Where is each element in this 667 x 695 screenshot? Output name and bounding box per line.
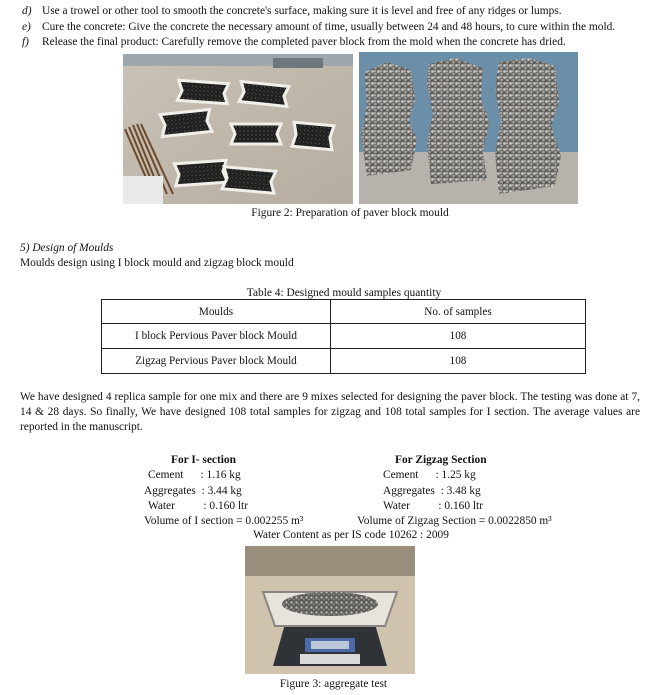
table-header-cell: No. of samples (331, 300, 586, 324)
table-row (102, 349, 586, 374)
zigzag-section-water: Water : 0.160 ltr (383, 500, 483, 512)
table-cell: I block Pervious Paver block Mould (102, 324, 331, 349)
step-d (0, 4, 667, 18)
zigzag-section-volume: Volume of Zigzag Section = 0.0022850 m³ (357, 515, 552, 527)
zigzag-section-title: For Zigzag Section (395, 454, 487, 466)
step-text: Use a trowel or other tool to smooth the concrete's surface, making sure it is level and free of any ridges or lumps. (42, 5, 562, 17)
table-cell: Zigzag Pervious Paver block Mould (102, 349, 331, 374)
section-heading: 5) Design of Moulds (20, 242, 114, 254)
table-cell: 108 (331, 324, 586, 349)
table-header-row (102, 300, 586, 324)
section-intro: Moulds design using I block mould and zigzag block mould (20, 257, 294, 269)
step-text: Cure the concrete: Give the concrete the necessary amount of time, usually between 24 and 48 hours, to cure within the mold. (42, 21, 616, 33)
water-content-note: Water Content as per IS code 10262 : 2009 (253, 529, 449, 541)
step-e (0, 20, 667, 34)
zigzag-section-cement: Cement : 1.25 kg (383, 469, 476, 481)
i-section-aggregates: Aggregates : 3.44 kg (144, 485, 242, 497)
step-text: Release the final product: Carefully remove the completed paver block from the mold when the concrete has dried. (42, 36, 566, 48)
step-marker: e) (22, 21, 31, 33)
step-f (0, 35, 667, 49)
figure3-aggregate-photo (245, 546, 415, 674)
table-row (102, 324, 586, 349)
figure2-blocks-photo (359, 52, 578, 204)
i-section-title: For I- section (171, 454, 236, 466)
i-section-volume: Volume of I section = 0.002255 m³ (144, 515, 304, 527)
body-paragraph: We have designed 4 replica sample for one mix and there are 9 mixes selected for designing the paver block. The testing was done at 7, 14 & 28 days. So finally, We have designed 108 total samples for zigzag and 108 total samples for I section. The average values are reported in the manuscript. (20, 391, 640, 433)
step-marker: d) (22, 5, 32, 17)
table-header-cell: Moulds (102, 300, 331, 324)
table4 (101, 299, 586, 374)
step-marker: f) (22, 36, 29, 48)
zigzag-section-aggregates: Aggregates : 3.48 kg (383, 485, 481, 497)
table-cell: 108 (331, 349, 586, 374)
table4-title: Table 4: Designed mould samples quantity (246, 287, 442, 299)
figure2-moulds-photo (123, 54, 353, 204)
i-section-water: Water : 0.160 ltr (148, 500, 248, 512)
i-section-cement: Cement : 1.16 kg (148, 469, 241, 481)
figure2-caption: Figure 2: Preparation of paver block mould (251, 207, 449, 219)
figure3-caption: Figure 3: aggregate test (279, 678, 388, 690)
